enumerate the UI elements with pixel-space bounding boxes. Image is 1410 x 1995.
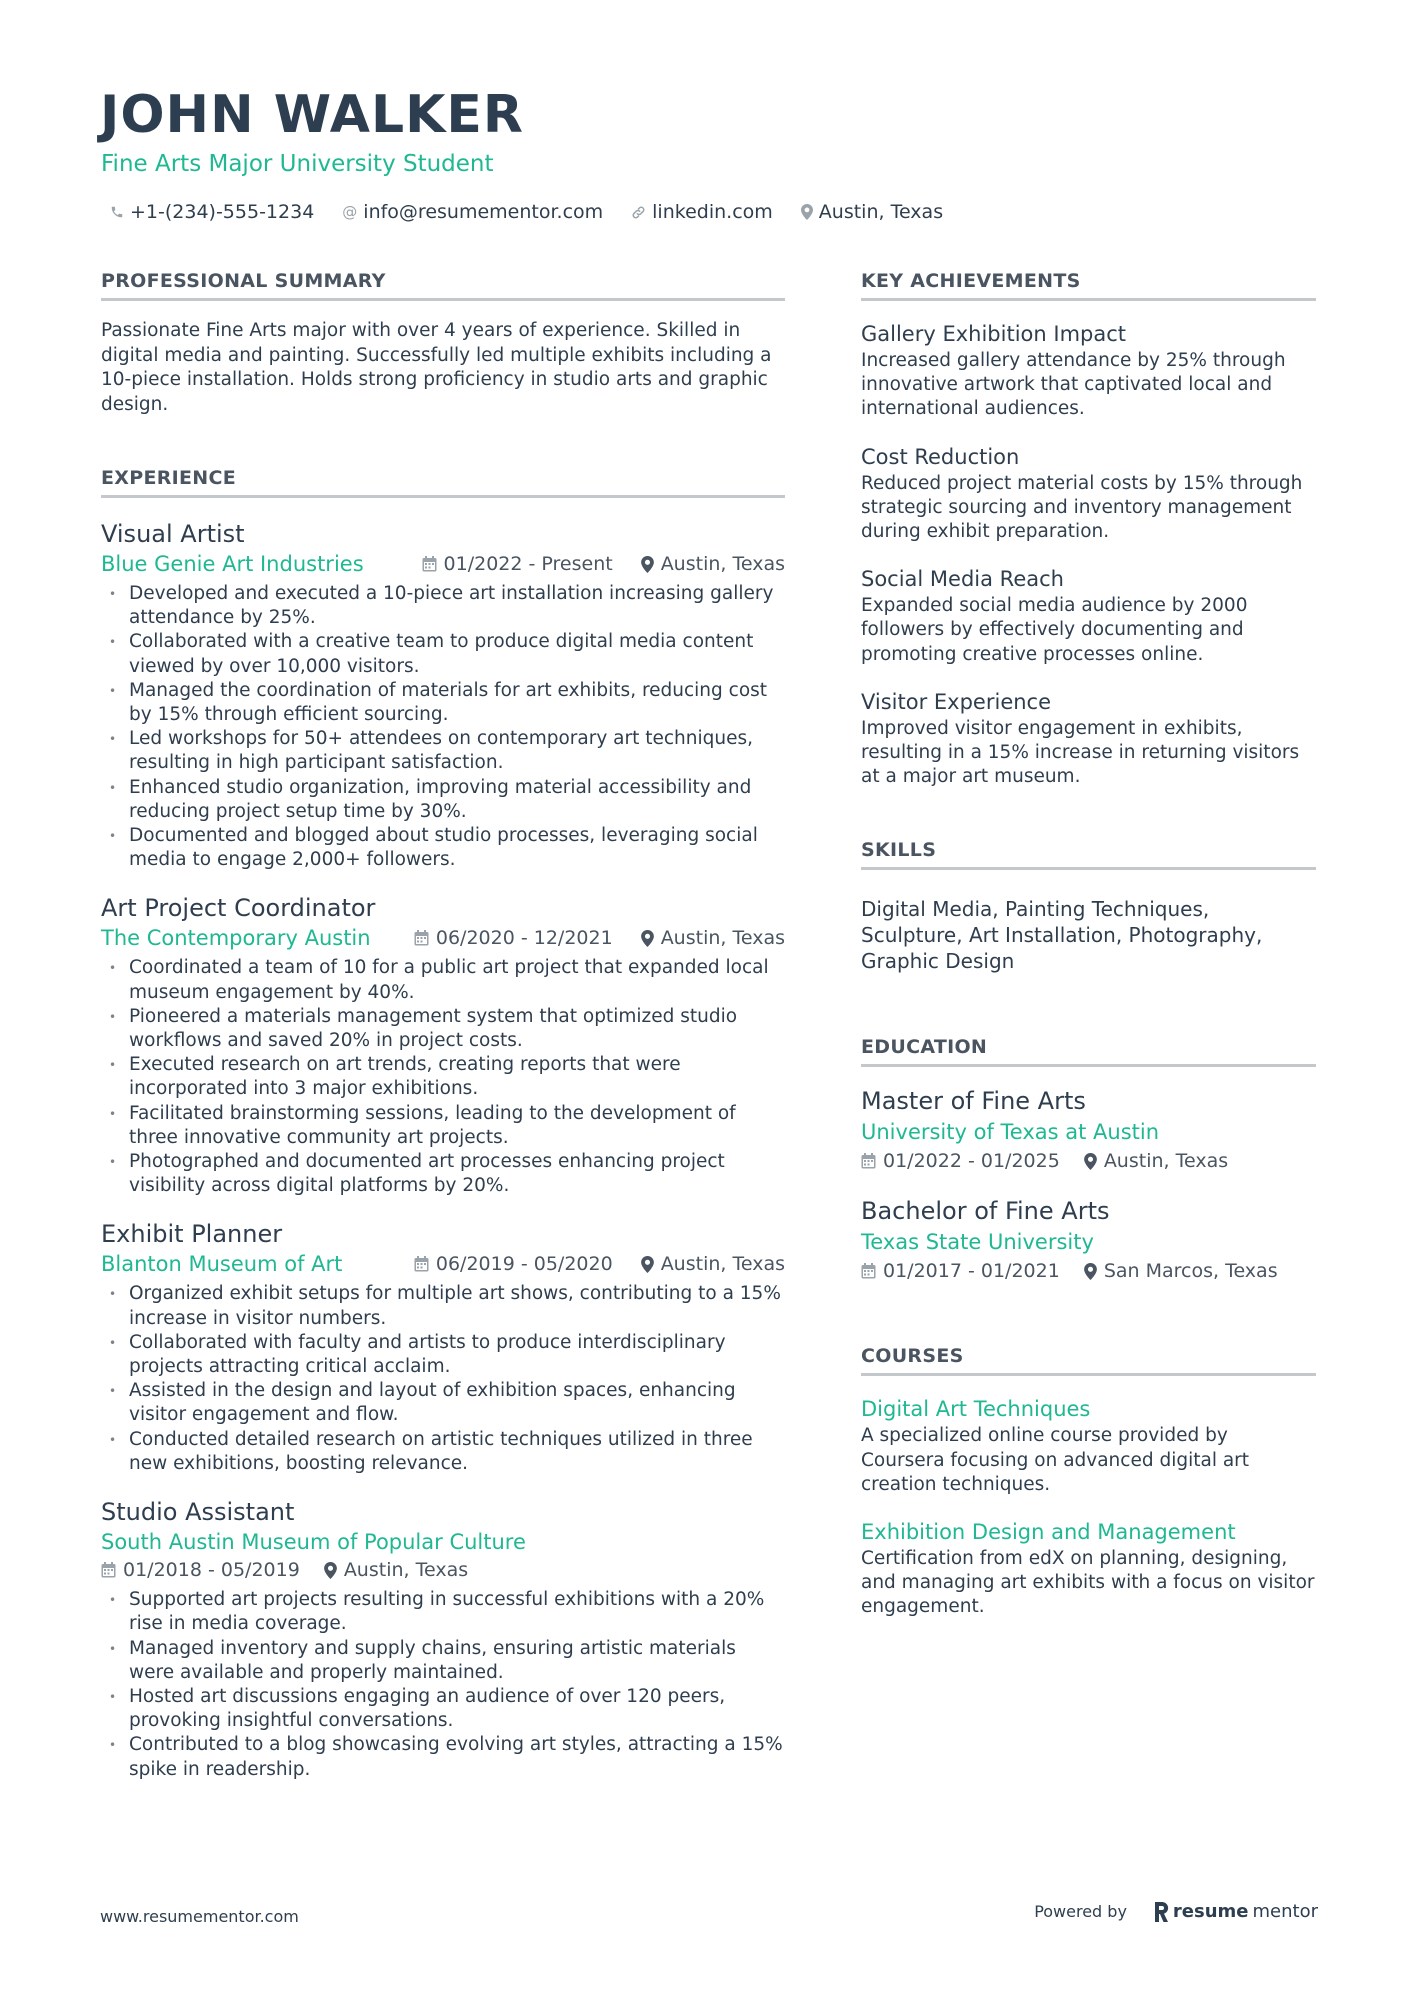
at-icon: @	[342, 203, 358, 221]
map-pin-icon	[641, 1256, 654, 1273]
dates-text: 01/2018 - 05/2019	[123, 1559, 300, 1582]
job-entry	[101, 1496, 785, 1782]
map-pin-icon	[1084, 1263, 1097, 1280]
job-location	[641, 1250, 785, 1278]
calendar-icon	[861, 1153, 876, 1169]
bullet-item: • Pioneered a materials management system that optimized studio workflows and saved 20% in project costs.	[101, 1005, 785, 1053]
achievement-desc: Improved visitor engagement in exhibits, resulting in a 15% increase in returning visitors at a major art museum.	[861, 717, 1300, 788]
degree-title: Master of Fine Arts	[861, 1087, 1086, 1116]
job-bullets	[101, 1588, 785, 1782]
education-dates	[861, 1257, 1060, 1285]
course-desc: Certification from edX on planning, designing, and managing art exhibits with a focus on visitor engagement.	[861, 1548, 1315, 1618]
location-text: Austin, Texas	[818, 201, 944, 223]
skills-section	[861, 837, 1316, 974]
school-name: University of Texas at Austin	[861, 1120, 1160, 1145]
company-name: Blue Genie Art Industries	[101, 552, 364, 576]
experience-section	[101, 465, 785, 1782]
bullet-item: • Photographed and documented art processes enhancing project visibility across digital platforms by 20%.	[101, 1150, 785, 1198]
company-name: Blanton Museum of Art	[101, 1252, 343, 1277]
job-title: Studio Assistant	[101, 1498, 295, 1527]
section-title-summary: PROFESSIONAL SUMMARY	[101, 268, 785, 301]
location-text: Austin, Texas	[660, 553, 785, 575]
job-dates	[422, 550, 613, 578]
bullet-item: • Collaborated with faculty and artists to produce interdisciplinary projects attracting critical acclaim.	[101, 1331, 785, 1379]
contact-email[interactable]	[342, 199, 603, 225]
company-name: The Contemporary Austin	[101, 926, 371, 951]
bullet-item: • Supported art projects resulting in successful exhibitions with a 20% rise in media coverage.	[101, 1588, 785, 1636]
achievement-title: Social Media Reach	[861, 567, 1064, 592]
education-item	[861, 1085, 1316, 1175]
calendar-icon	[861, 1263, 876, 1279]
achievement-title: Cost Reduction	[861, 444, 1020, 469]
candidate-role: Fine Arts Major University Student	[101, 151, 494, 177]
location-text: San Marcos, Texas	[1103, 1260, 1278, 1283]
course-desc: A specialized online course provided by Coursera focusing on advanced digital art creation techniques.	[861, 1425, 1250, 1495]
achievements-section	[861, 268, 1316, 789]
map-pin-icon	[641, 930, 654, 947]
job-bullets	[101, 956, 785, 1198]
job-title: Visual Artist	[101, 520, 245, 548]
bullet-item: • Led workshops for 50+ attendees on contemporary art techniques, resulting in high participant satisfaction.	[101, 727, 785, 775]
section-title-education: EDUCATION	[861, 1034, 1316, 1067]
bullet-item: • Executed research on art trends, creating reports that were incorporated into 3 major exhibitions.	[101, 1053, 785, 1101]
calendar-icon	[414, 1256, 429, 1272]
bullet-item: • Facilitated brainstorming sessions, leading to the development of three innovative community art projects.	[101, 1102, 785, 1150]
location-text: Austin, Texas	[1103, 1150, 1229, 1173]
job-title: Art Project Coordinator	[101, 894, 376, 923]
job-dates	[101, 1556, 300, 1584]
dates-text: 06/2019 - 05/2020	[435, 1253, 613, 1276]
phone-text: +1-(234)-555-1234	[130, 201, 315, 223]
job-meta	[101, 1556, 785, 1584]
job-meta	[101, 550, 785, 578]
courses-section	[861, 1343, 1316, 1619]
education-section	[861, 1034, 1316, 1285]
job-location	[324, 1556, 468, 1584]
job-bullets	[101, 1282, 785, 1476]
bullet-item: • Contributed to a blog showcasing evolving art styles, attracting a 15% spike in readership.	[101, 1733, 785, 1781]
job-title: Exhibit Planner	[101, 1220, 283, 1249]
job-meta	[101, 924, 785, 952]
link-icon	[631, 205, 646, 220]
job-location	[641, 924, 785, 952]
job-dates	[414, 924, 613, 952]
bullet-item: • Enhanced studio organization, improving material accessibility and reducing project setup time by 30%.	[101, 776, 785, 824]
bullet-item: • Developed and executed a 10-piece art installation increasing gallery attendance by 25%.	[101, 582, 785, 630]
course-item	[861, 1394, 1316, 1497]
education-dates	[861, 1147, 1060, 1175]
job-dates	[414, 1250, 613, 1278]
course-title: Exhibition Design and Management	[861, 1520, 1236, 1545]
candidate-name: JOHN WALKER	[100, 85, 524, 145]
footer-branding	[1034, 1901, 1318, 1922]
job-entry	[101, 518, 785, 872]
bullet-item: • Managed inventory and supply chains, ensuring artistic materials were available and properly maintained.	[101, 1637, 785, 1685]
summary-text: Passionate Fine Arts major with over 4 years of experience. Skilled in digital media and painting. Successfully led multiple exhibits including a 10-piece installation. Holds strong proficiency in studio arts and graphic design.	[101, 320, 772, 415]
achievement-title: Visitor Experience	[861, 689, 1052, 714]
section-title-achievements: KEY ACHIEVEMENTS	[861, 268, 1316, 301]
job-company-row	[101, 1528, 785, 1556]
education-meta	[861, 1147, 1316, 1175]
contact-phone[interactable]	[110, 199, 314, 225]
brand-logo[interactable]	[1153, 1901, 1318, 1922]
achievement-desc: Increased gallery attendance by 25% through innovative artwork that captivated local and international audiences.	[861, 350, 1286, 420]
job-entry	[101, 892, 785, 1198]
map-pin-icon	[324, 1562, 337, 1579]
dates-text: 06/2020 - 12/2021	[435, 927, 613, 950]
bullet-item: • Assisted in the design and layout of exhibition spaces, enhancing visitor engagement and flow.	[101, 1379, 785, 1427]
calendar-icon	[101, 1562, 116, 1578]
left-column	[101, 268, 785, 1782]
achievement-title: Gallery Exhibition Impact	[861, 322, 1127, 346]
bullet-item: • Managed the coordination of materials for art exhibits, reducing cost by 15% through efficient sourcing.	[101, 679, 785, 727]
education-item	[861, 1195, 1316, 1285]
bullet-item: • Organized exhibit setups for multiple art shows, contributing to a 15% increase in visitor numbers.	[101, 1282, 785, 1330]
powered-by-label: Powered by	[1034, 1902, 1127, 1921]
skills-text: Digital Media, Painting Techniques, Sculpture, Art Installation, Photography, Graphic Design	[861, 897, 1263, 974]
degree-title: Bachelor of Fine Arts	[861, 1197, 1110, 1226]
achievement-desc: Expanded social media audience by 2000 followers by effectively documenting and promoting creative processes online.	[861, 595, 1248, 665]
brand-name-bold: resume	[1172, 1901, 1249, 1922]
summary-section	[101, 268, 785, 417]
achievement-item	[861, 687, 1316, 790]
job-location	[641, 550, 785, 578]
achievement-item	[861, 442, 1316, 545]
map-pin-icon	[1084, 1153, 1097, 1170]
achievement-desc: Reduced project material costs by 15% through strategic sourcing and inventory management during exhibit preparation.	[861, 472, 1303, 543]
bullet-item: • Hosted art discussions engaging an audience of over 120 peers, provoking insightful conversations.	[101, 1685, 785, 1733]
job-meta	[101, 1250, 785, 1278]
location-text: Austin, Texas	[343, 1559, 469, 1582]
bullet-item: • Conducted detailed research on artistic techniques utilized in three new exhibitions, boosting relevance.	[101, 1428, 785, 1476]
course-item	[861, 1517, 1316, 1620]
map-pin-icon	[641, 556, 654, 573]
education-location	[1084, 1147, 1228, 1175]
brand-name-light: mentor	[1252, 1901, 1318, 1922]
course-title: Digital Art Techniques	[861, 1397, 1091, 1422]
dates-text: 01/2022 - Present	[443, 553, 613, 575]
contact-bar	[110, 199, 943, 225]
contact-linkedin[interactable]	[631, 199, 773, 225]
bullet-item: • Collaborated with a creative team to produce digital media content viewed by over 10,000 visitors.	[101, 630, 785, 678]
achievement-item	[861, 319, 1316, 422]
calendar-icon	[422, 556, 437, 572]
location-text: Austin, Texas	[660, 927, 785, 950]
job-entry	[101, 1218, 785, 1476]
footer-website[interactable]: www.resumementor.com	[100, 1907, 299, 1926]
email-text: info@resumementor.com	[363, 201, 604, 223]
bullet-item: • Coordinated a team of 10 for a public art project that expanded local museum engagement by 40%.	[101, 956, 785, 1004]
map-pin-icon	[801, 204, 813, 220]
section-title-courses: COURSES	[861, 1343, 1316, 1376]
resumementor-logo-icon	[1153, 1902, 1169, 1922]
section-title-experience: EXPERIENCE	[101, 465, 785, 498]
achievement-item	[861, 564, 1316, 667]
right-column	[861, 268, 1316, 1620]
education-meta	[861, 1257, 1316, 1285]
linkedin-text: linkedin.com	[652, 201, 773, 223]
dates-text: 01/2022 - 01/2025	[883, 1150, 1060, 1173]
education-location	[1084, 1257, 1278, 1285]
school-name: Texas State University	[861, 1230, 1094, 1255]
contact-location	[801, 199, 943, 225]
bullet-item: • Documented and blogged about studio processes, leveraging social media to engage 2,000+ followers.	[101, 824, 785, 872]
job-bullets	[101, 582, 785, 872]
phone-icon	[110, 205, 124, 219]
section-title-skills: SKILLS	[861, 837, 1316, 870]
dates-text: 01/2017 - 01/2021	[883, 1260, 1060, 1283]
company-name: South Austin Museum of Popular Culture	[101, 1530, 526, 1555]
location-text: Austin, Texas	[660, 1253, 785, 1276]
calendar-icon	[414, 930, 429, 946]
